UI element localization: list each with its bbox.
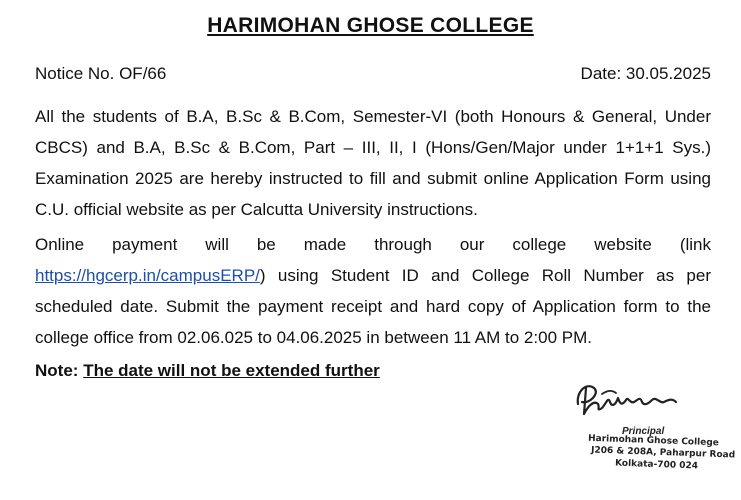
note-label: Note: — [35, 361, 79, 380]
signature-address: J206 & 208A, Paharpur Road — [590, 445, 736, 461]
note-line — [35, 361, 380, 381]
signature-college: Harimohan Ghose College — [587, 433, 720, 449]
notice-header-row — [35, 64, 711, 84]
note-text: The date will not be extended further — [83, 361, 380, 380]
college-erp-link[interactable]: https://hgcerp.in/campusERP/ — [35, 266, 260, 285]
instruction-paragraph: All the students of B.A, B.Sc & B.Com, Semester-VI (both Honours & General, Under CBCS) and B.A, B.Sc & B.Com, Part – III, II, I (Hons/Gen/Major under 1+1+1 Sys.) Examination 2025 are hereby instructed to fill and submit online Application Form using C.U. official website as per Calcutta University instructions. — [35, 107, 711, 219]
college-title: HARIMOHAN GHOSE COLLEGE — [207, 14, 534, 37]
signature-role: Principal — [622, 426, 665, 437]
notice-number: Notice No. OF/66 — [35, 64, 167, 83]
payment-text-start: Online payment will be made through our college website (link — [35, 235, 711, 254]
payment-text-end: ) using Student ID and College Roll Number as per scheduled date. Submit the payment receipt and hard copy of Application form to the college office from 02.06.025 to 04.06.2025 in between 11 AM to 2:00 PM. — [35, 266, 711, 347]
notice-date: Date: 30.05.2025 — [580, 64, 711, 83]
principal-signature — [572, 374, 692, 429]
signature-city: Kolkata-700 024 — [614, 458, 699, 472]
payment-paragraph — [35, 229, 711, 353]
